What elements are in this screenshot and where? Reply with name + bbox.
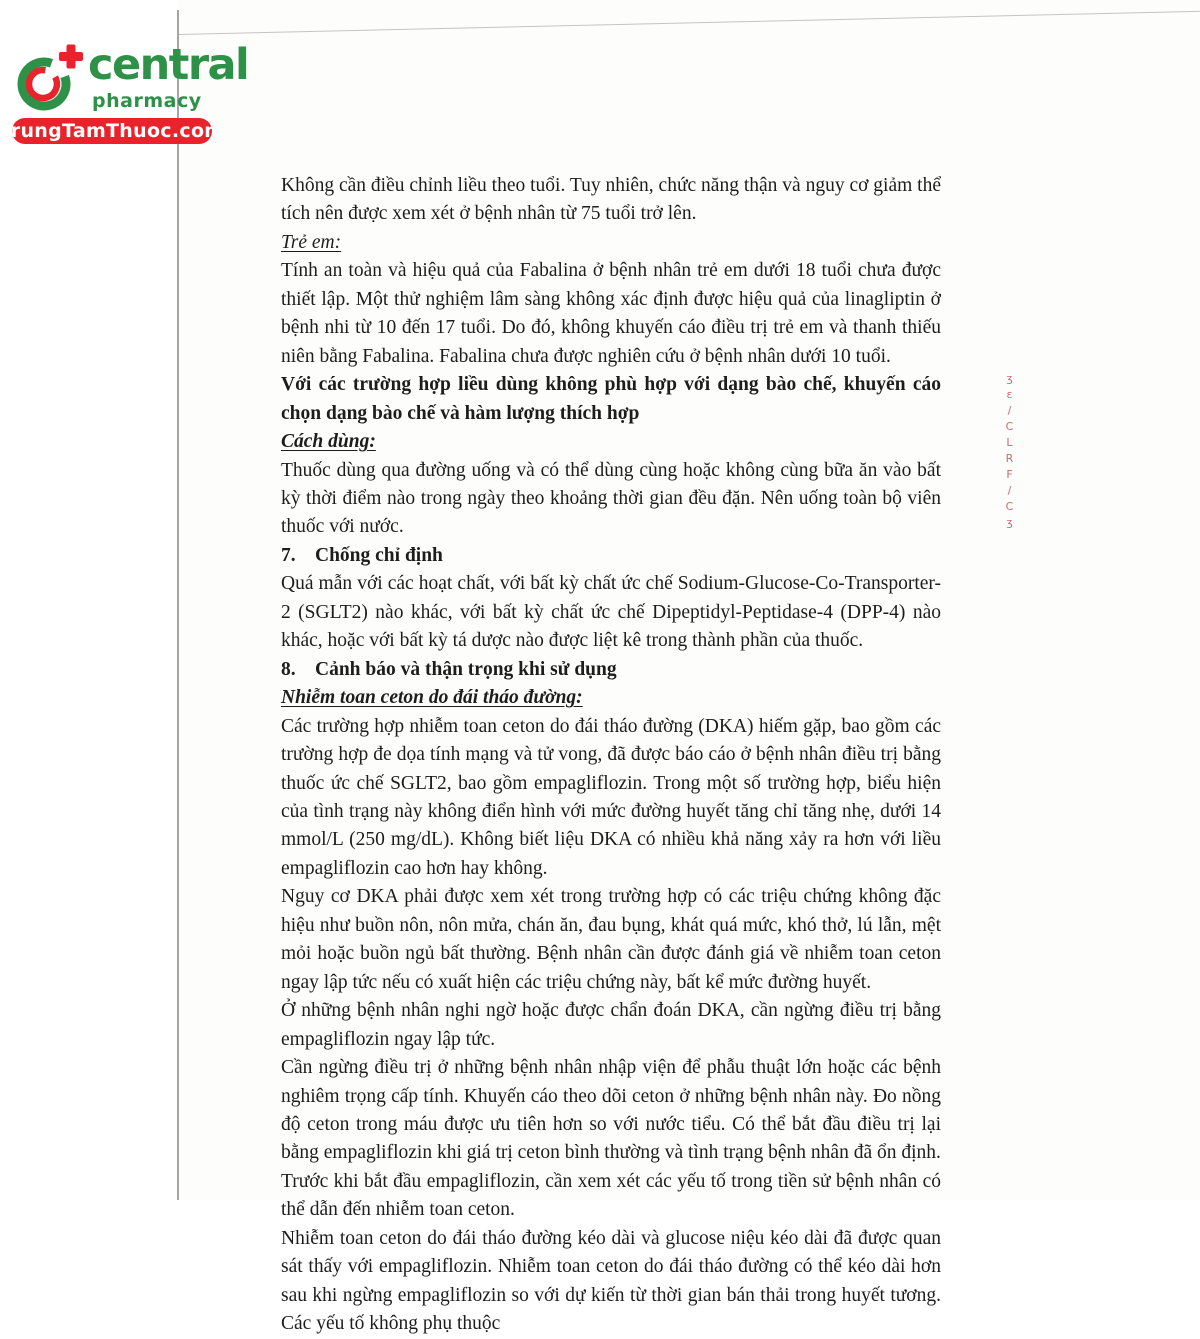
paragraph-dka-risk-symptoms: Nguy cơ DKA phải được xem xét trong trường hợp có các triệu chứng không đặc hiệu như buồn nôn, nôn mửa, chán ăn, đau bụng, khát quá mức, khó thở, lú lẫn, mệt mỏi hoặc buồn ngủ bất thường. Bệnh nhân cần được đánh giá về nhiễm toan ceton ngay lập tức nếu có xuất hiện các triệu chứng này, bất kể mức đường huyết. — [281, 886, 941, 993]
brand-subtitle: pharmacy — [92, 90, 202, 112]
paragraph-contraindications: Quá mẫn với các hoạt chất, với bất kỳ chất ức chế Sodium-Glucose-Co-Transporter-2 (SGLT2) nào khác, với bất kỳ chất ức chế Dipeptidyl-Peptidase-4 (DPP-4) nào khác, hoặc với bất kỳ tá dược nào được liệt kê trong thành phần của thuốc. — [281, 573, 941, 652]
central-pharmacy-c-icon — [14, 42, 84, 112]
pharmacy-logo — [0, 34, 249, 144]
scan-left-edge — [177, 10, 179, 1200]
paragraph-hospitalized-patients: Cần ngừng điều trị ở những bệnh nhân nhập viện để phẫu thuật lớn hoặc các bệnh nghiêm trọng cấp tính. Khuyến cáo theo dõi ceton ở những bệnh nhân này. Đo nồng độ ceton trong máu được ưu tiên hơn so với nước tiểu. Có thể bắt đầu điều trị lại bằng empagliflozin khi giá trị ceton bình thường và tình trạng bệnh nhân đã ổn định. — [281, 1057, 941, 1164]
paragraph-dosage-form-note: Với các trường hợp liều dùng không phù hợp với dạng bào chế, khuyến cáo chọn dạng bào chế và hàm lượng thích hợp — [281, 374, 941, 424]
paragraph-dka-cases: Các trường hợp nhiễm toan ceton do đái tháo đường (DKA) hiếm gặp, bao gồm các trường hợp đe dọa tính mạng và tử vong, đã được báo cáo ở bệnh nhân điều trị bằng thuốc ức chế SGLT2, bao gồm empagliflozin. Trong một số trường hợp, biểu hiện của tình trạng này không điển hình với mức đường huyết tăng chỉ tăng nhẹ, dưới 14 mmol/L (250 mg/dL). Không biết liệu DKA có nhiều khả năng xảy ra hơn với liều empagliflozin cao hơn hay không. — [281, 715, 941, 879]
website-badge: TrungTamThuoc.com — [0, 120, 225, 142]
paragraph-before-starting: Trước khi bắt đầu empagliflozin, cần xem xét các yếu tố trong tiền sử bệnh nhân có thể dẫn đến nhiễm toan ceton. — [281, 1170, 941, 1221]
brand-name: central — [88, 40, 249, 90]
heading-dka: Nhiễm toan ceton do đái tháo đường: — [281, 687, 583, 709]
paragraph-age-adjustment: Không cần điều chỉnh liều theo tuổi. Tuy nhiên, chức năng thận và nguy cơ giảm thể tích nên được xem xét ở bệnh nhân từ 75 tuổi trở lên. — [281, 175, 941, 225]
heading-administration: Cách dùng: — [281, 431, 376, 453]
heading-section-8-warnings: 8. Cảnh báo và thận trọng khi sử dụng — [281, 658, 617, 680]
paragraph-children-safety: Tính an toàn và hiệu quả của Fabalina ở bệnh nhân trẻ em dưới 18 tuổi chưa được thiết lập. Một thử nghiệm lâm sàng không xác định được hiệu quả của linagliptin ở bệnh nhi từ 10 đến 17 tuổi. Do đó, không khuyến cáo điều trị trẻ em và thanh thiếu niên bằng Fabalina. Fabalina chưa được nghiên cứu ở bệnh nhân dưới 10 tuổi. — [281, 260, 941, 367]
leaflet-text — [281, 172, 941, 1339]
paragraph-prolonged-dka: Nhiễm toan ceton do đái tháo đường kéo dài và glucose niệu kéo dài đã được quan sát thấy với empagliflozin. Nhiễm toan ceton do đái tháo đường có thể kéo dài hơn sau khi ngừng empagliflozin so với dự kiến từ thời gian bán thải trong huyết tương. Các yếu tố không phụ thuộc — [281, 1227, 941, 1335]
heading-section-7-contraindications: 7. Chống chỉ định — [281, 544, 443, 566]
red-vertical-stamp: ʒɛ/CLRF/Cʒ — [1003, 372, 1016, 532]
paragraph-administration: Thuốc dùng qua đường uống và có thể dùng cùng hoặc không cùng bữa ăn vào bất kỳ thời điểm nào trong ngày theo khoảng thời gian đều đặn. Nên uống toàn bộ viên thuốc với nước. — [281, 459, 941, 538]
paragraph-dka-stop-treatment: Ở những bệnh nhân nghi ngờ hoặc được chẩn đoán DKA, cần ngừng điều trị bằng empagliflozin ngay lập tức. — [281, 1000, 941, 1050]
heading-children: Trẻ em: — [281, 231, 342, 253]
